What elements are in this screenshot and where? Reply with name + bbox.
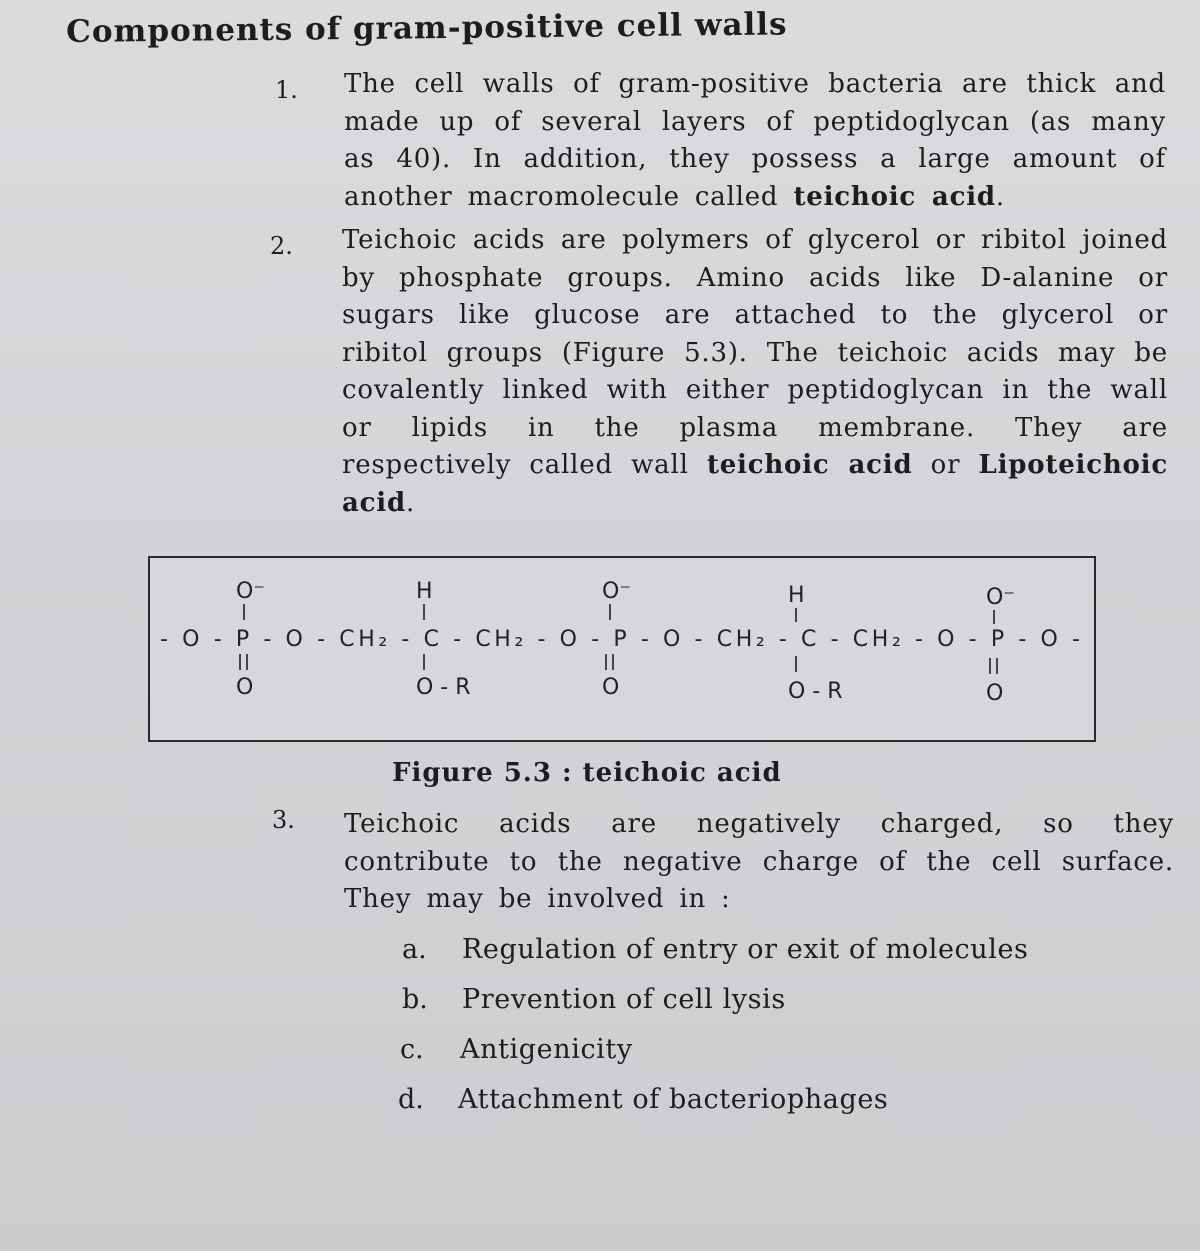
figure-caption: Figure 5.3 : teichoic acid [392, 758, 782, 788]
paragraph-text: . [405, 487, 416, 518]
paragraph-text: or [912, 450, 979, 480]
paragraph-text: The cell walls of gram-positive bacteria are thick and made up of several layers of peptidoglycan (as many as 40). In addition, they possess a large amount of another macromolecule called [344, 69, 1166, 212]
list-item-label: d. [398, 1084, 424, 1115]
phosphate-bottom: O [602, 675, 620, 700]
point-number: 3. [272, 806, 295, 834]
phosphate-bottom: O [236, 675, 254, 700]
phosphate-top: O⁻ [602, 579, 631, 604]
list-item-text: Prevention of cell lysis [462, 984, 786, 1015]
bold-term: teichoic acid [706, 450, 913, 480]
bold-term: Lipoteichoic acid [342, 450, 1168, 518]
point-3-paragraph [344, 806, 1174, 919]
point-2-paragraph [342, 222, 1168, 522]
phosphate-top: O⁻ [986, 585, 1015, 610]
teichoic-acid-figure [148, 556, 1096, 742]
carbon-bottom: O - R [416, 675, 471, 700]
list-item-label: a. [402, 934, 427, 965]
list-item-text: Antigenicity [460, 1034, 633, 1065]
list-item-text: Regulation of entry or exit of molecules [462, 934, 1029, 965]
backbone-chain: - O - P - O - CH₂ - C - CH₂ - O - P - O - CH₂ - C - CH₂ - O - P - O - [160, 627, 1080, 652]
section-heading: Components of gram-positive cell walls [66, 6, 788, 50]
point-1-paragraph [344, 66, 1166, 216]
point-number: 2. [270, 232, 293, 260]
teichoic-acid-structure [150, 558, 1094, 740]
phosphate-top: O⁻ [236, 579, 265, 604]
list-item-label: c. [400, 1034, 424, 1065]
bold-term: teichoic acid [793, 181, 996, 212]
phosphate-bottom: O [986, 681, 1004, 706]
paragraph-text: Teichoic acids are negatively charged, so they contribute to the negative charge of the cell surface. They may be involved in : [344, 809, 1174, 914]
paragraph-text: . [995, 181, 1005, 212]
carbon-top: H [416, 579, 433, 604]
carbon-bottom: O - R [788, 679, 843, 704]
list-item-text: Attachment of bacteriophages [458, 1084, 889, 1115]
point-number: 1. [275, 76, 298, 104]
list-item-label: b. [402, 984, 428, 1015]
paragraph-text: Teichoic acids are polymers of glycerol or ribitol joined by phosphate groups. Amino acids like D-alanine or sugars like glucose are attached to the glycerol or ribitol groups (Figure 5.3). The teichoic acids may be covalently linked with either peptidoglycan in the wall or lipids in the plasma membrane. They are respectively called wall [342, 225, 1168, 480]
carbon-top: H [788, 583, 805, 608]
